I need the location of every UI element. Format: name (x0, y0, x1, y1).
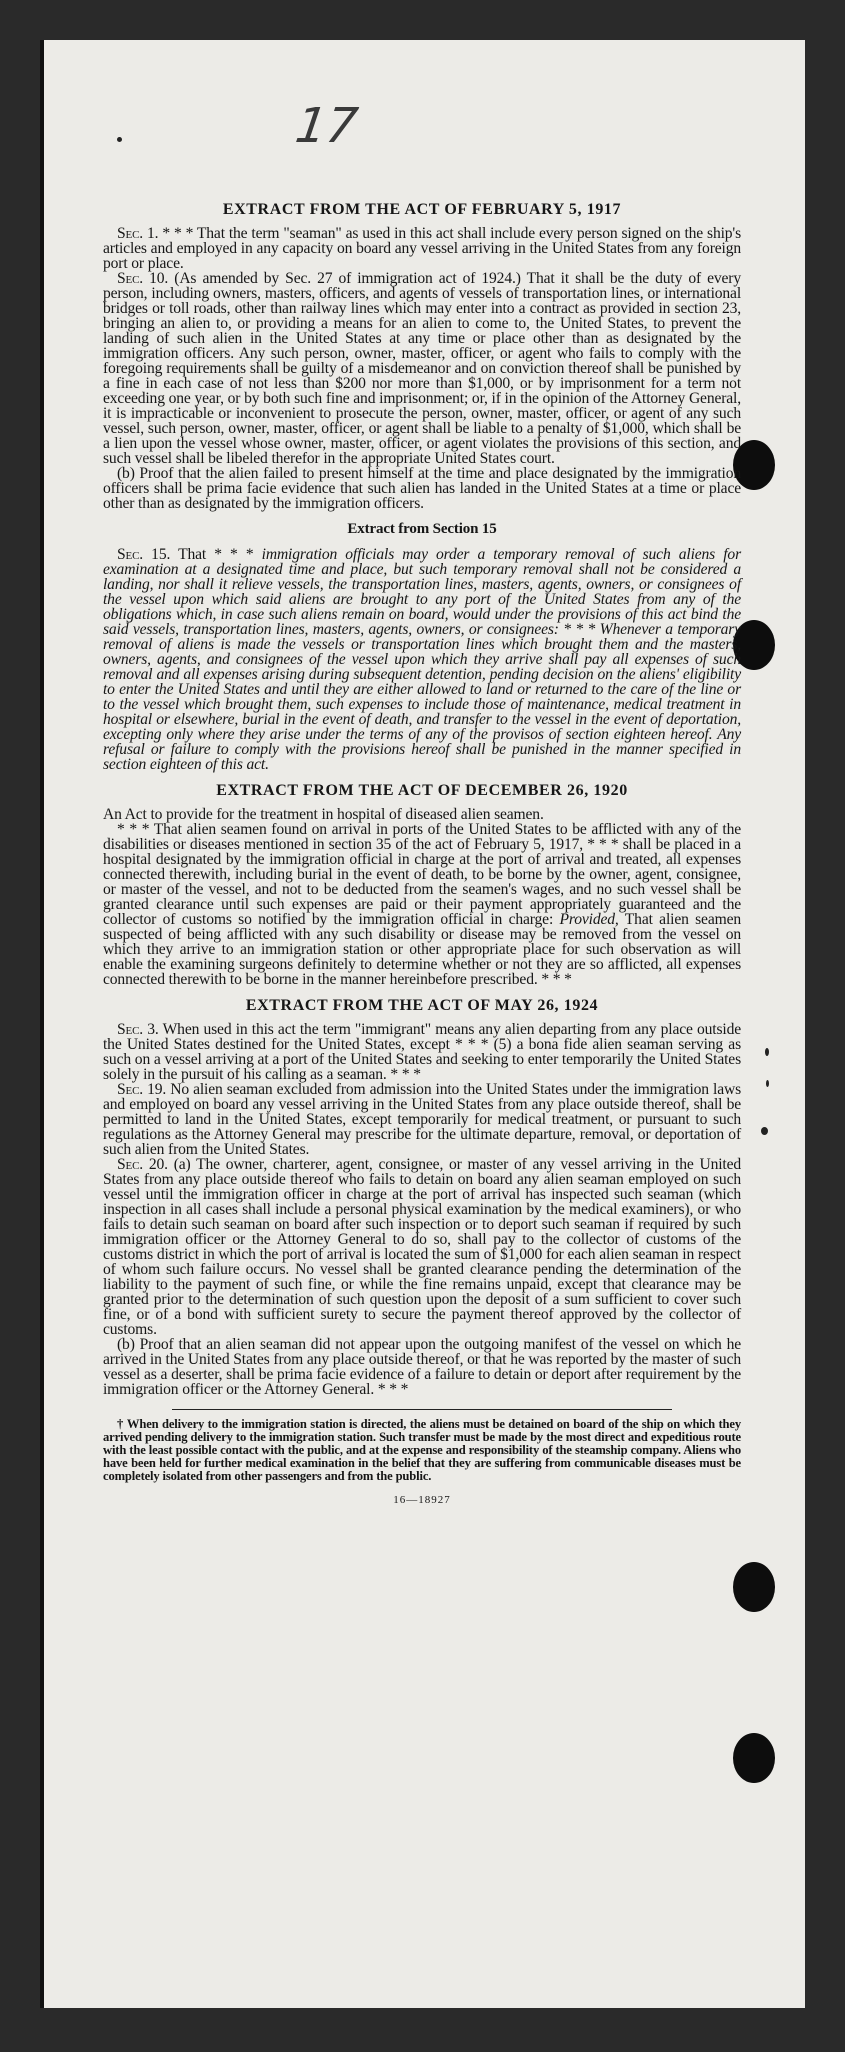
section-15-paragraph: Sec. 15. That * * * immigration officials may order a temporary removal of such aliens for examination at a designated time and place, but such temporary removal shall not be considered a landing, nor shall it relieve vessels, the transportation lines, masters, agents, owners, or consignees of the vessel upon which said aliens are brought to any port of the United States from any of the obligations which, in case such aliens remain on board, would under the provisions of this act bind the said vessels, transportation lines, masters, agents, owners, or consignees: * * * Whenever a temporary removal of aliens is made the vessels or transportation lines which brought them and the masters, owners, agents, and consignees of the vessel upon which they arrive shall pay all expenses of such removal and all expenses arising during subsequent detention, pending decision on the aliens' eligibility to enter the United States and until they are either allowed to land or returned to the care of the line or to the vessel which brought them, such expenses to include those of maintenance, medical treatment in hospital or elsewhere, burial in the event of death, and transfer to the vessel in the event of deportation, excepting only where they arise under the terms of any of the provisos of section eighteen hereof. Any refusal or failure to comply with the provisions hereof shall be punished in the manner specified in section eighteen of this act. (103, 546, 742, 773)
scan-edge (40, 40, 44, 2008)
margin-mark (765, 1048, 769, 1056)
section-3-paragraph: Sec. 3. When used in this act the term "immigrant" means any alien departing from any place outside the United States destined for the United States, except * * * (5) a bona fide alien seaman serving as such on a vessel arriving at a port of the United States and seeking to enter temporarily the United States solely in the pursuit of his calling as a seaman. * * * (103, 1021, 741, 1083)
section-20-paragraph: Sec. 20. (a) The owner, charterer, agent, consignee, or master of any vessel arriving in the United States from any place outside thereof who fails to detain on board any alien seaman employed on such vessel until the immigration officer in charge at the port of arrival has inspected such seaman (which inspection in all cases shall include a personal physical examination by the medical examiners), or who fails to detain such seaman on board after such inspection or to deport such seaman if required by such immigration officer or the Attorney General to do so, shall pay to the collector of customs of the customs district in which the port of arrival is located the sum of $1,000 for each alien seaman in respect of whom such failure occurs. No vessel shall be granted clearance pending the determination of the liability to the payment of such fine, or while the fine remains unpaid, except that clearance may be granted prior to the determination of such question upon the deposit of a sum sufficient to cover such fine, or of a bond with sufficient surety to secure the payment thereof approved by the collector of customs. (103, 1156, 742, 1338)
document-body (103, 202, 741, 1508)
section-1-paragraph: Sec. 1. * * * That the term "seaman" as used in this act shall include every person signed on the ship's articles and employed in any capacity on board any vessel arriving in the United States from any foreign port or place. (103, 225, 742, 272)
section-10-paragraph: Sec. 10. (As amended by Sec. 27 of immigration act of 1924.) That it shall be the duty of every person, including owners, masters, officers, and agents of vessels of transportation lines, or international bridges or toll roads, other than railway lines which may enter into a contract as provided in section 23, bringing an alien to, or providing a means for an alien to come to, the United States, to prevent the landing of such alien in the United States at any time or place other than as designated by the immigration officers. Any such person, owner, master, officer, or agent who fails to comply with the foregoing requirements shall be guilty of a misdemeanor and on conviction thereof shall be punished by a fine in each case of not less than $200 nor more than $1,000, or by imprisonment for a term not exceeding one year, or by both such fine and imprisonment; or, if in the opinion of the Attorney General, it is impracticable or inconvenient to prosecute the person, owner, master, officer, or agent of any such vessel, such person, owner, master, officer, or agent shall be liable to a penalty of $1,000, which shall be a lien upon the vessel whose owner, master, officer, or agent violates the provisions of this section, and such vessel shall be libeled therefor in the appropriate United States court. (103, 270, 741, 467)
heading-act-1924: EXTRACT FROM THE ACT OF MAY 26, 1924 (245, 997, 599, 1014)
act-1920-intro: An Act to provide for the treatment in hospital of diseased alien seamen. (103, 806, 544, 823)
heading-act-1917: EXTRACT FROM THE ACT OF FEBRUARY 5, 1917 (222, 201, 622, 218)
section-10b-paragraph: (b) Proof that the alien failed to present himself at the time and place designated by the immigration officers shall be prima facie evidence that such alien has landed in the United States at a time or place other than as designated by the immigration officers. (103, 465, 741, 512)
heading-section-15: Extract from Section 15 (347, 521, 497, 537)
footnote-divider (172, 1409, 672, 1410)
handwritten-page-number: 17 (292, 98, 362, 154)
margin-mark (761, 1127, 768, 1135)
act-1920-paragraph: * * * That alien seamen found on arrival in ports of the United States to be afflicted with any of the disabilities or diseases mentioned in section 35 of the act of February 5, 1917, * * * shall be placed in a hospital designated by the immigration official in charge at the port of arrival and treated, all expenses connected therewith, including burial in the event of death, to be borne by the owner, agent, consignee, or master of the vessel, and not to be deducted from the seamen's wages, and no such vessel shall be granted clearance until such expenses are paid or their payment appropriately guaranteed and the collector of customs so notified by the immigration official in charge: Provided, That alien seamen suspected of being afflicted with any such disability or disease may be removed from the vessel on which they arrive to an immigration station or other appropriate place for such observation as will enable the examining surgeons definitely to determine whether or not they are so afflicted, all expenses connected therewith to be borne in the manner hereinbefore prescribed. * * * (103, 821, 741, 988)
margin-mark (766, 1080, 769, 1087)
footnote: † When delivery to the immigration station is directed, the aliens must be detained on board of the ship on which they arrived pending delivery to the immigration station. Such transfer must be made by the most direct and expeditious route with the least possible contact with the public, and at the expense and responsibility of the steamship company. Aliens who have been held for further medical examination in the belief that they are suffering from communicable diseases must be completely isolated from other passengers and from the public. (103, 1417, 741, 1483)
document-page (40, 40, 805, 2008)
section-19-paragraph: Sec. 19. No alien seaman excluded from admission into the United States under the immigration laws and employed on board any vessel arriving in the United States from any place outside thereof, shall be permitted to land in the United States, except temporarily for medical treatment, or pursuant to such regulations as the Attorney General may prescribe for the ultimate departure, removal, or deportation of such alien from the United States. (103, 1081, 741, 1158)
print-code: 16—18927 (393, 1494, 451, 1506)
section-20b-paragraph: (b) Proof that an alien seaman did not appear upon the outgoing manifest of the vessel on which he arrived in the United States from any place outside thereof, or that he was reported by the master of such vessel as a deserter, shall be prima facie evidence of a failure to detain or deport after requirement by the immigration officer or the Attorney General. * * * (103, 1336, 741, 1398)
punch-hole (733, 1733, 775, 1783)
ink-dot (117, 137, 122, 142)
punch-hole (733, 1562, 775, 1612)
heading-act-1920: EXTRACT FROM THE ACT OF DECEMBER 26, 1920 (216, 782, 628, 799)
